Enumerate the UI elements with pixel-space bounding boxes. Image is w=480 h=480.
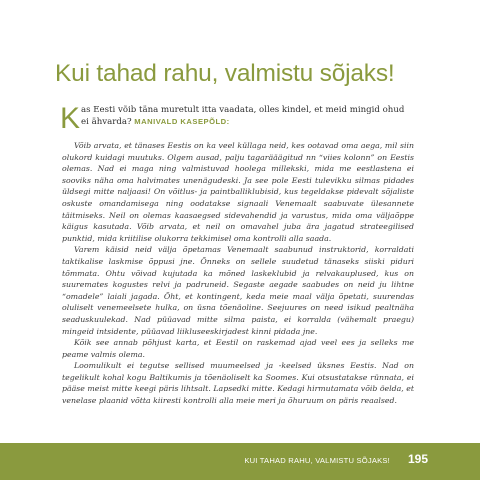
article-body	[62, 140, 414, 407]
lead-paragraph	[60, 102, 414, 135]
body-paragraph: Kõik see annab põhjust karta, et Eestil on raskemad ajad veel ees ja selleks me peame valmis olema.	[62, 338, 414, 359]
body-paragraph: Võib arvata, et tänases Eestis on ka veel küllaga neid, kes ootavad oma aega, mil siin olukord kuidagi muutuks. Olgem ausad, palju tagarääägitud nn “viies kolonn” on Eestis olemas. Nad ei maga ning valmistuvad hoolega millekski, mida me eestlastena ei sooviks näha oma halvimates unenägudeski. Ja see pole Eesti tulevikku silmas pidades üldsegi mitte naljaasi! On võitlus- ja paintballiklubisid, kus tegeldakse pidevalt sõjaliste oskuste omandamisega ning oodatakse signaali Venemaalt saabuvate ülesannete täitmiseks. Neil on olemas kaasaegsed sidevahendid ja varustus, mida oma väljaõppe käigus kasutada. Võib arvata, et neil on omavahel juba ära jagatud strateegilised punktid, mida kriitilise olukorra tekkimisel oma kontrolli alla saada.	[62, 141, 414, 243]
body-paragraph: Loomulikult ei tegutse sellised muumeelsed ja -keelsed üksnes Eestis. Nad on tegelikult kohal kogu Baltikumis ja tõenäoliselt ka Soomes. Kui otsustatakse rünnata, ei pääse meist mitte keegi päris lihtsalt. Lapsedki mitte. Kedagi hirmutamata võib öelda, et venelase plaanid võtta kiiresti kontrolli alla meie meri ja õhuruum on päris reaalsed.	[62, 361, 414, 406]
lead-text: as Eesti võib täna muretult itta vaadata, olles kindel, et meid mingid ohud ei ähvarda?	[81, 105, 405, 128]
page-title: Kui tahad rahu, valmistu sõjaks!	[55, 60, 395, 87]
page-number: 195	[407, 452, 428, 466]
author-name: MANIVALD KASEPÕLD:	[134, 117, 230, 127]
body-paragraph: Varem käisid neid välja õpetamas Venemaalt saabunud instruktorid, korraldati taktikalise laskmise õppusi jne. Õnneks on sellele suudetud tänaseks siiski piduri tõmmata. Ohtu võivad kujutada ka mõned laskeklubid ja relvakauplused, kus on suuremates kogustes relvi ja padruneid. Segaste aegade saabudes on neid ju lihtne “omadele” laiali jagada. Õht, et kontingent, keda meie maal välja õpetati, suurendas oluliselt venemeelsete hulka, on üsna tõenäoline. Seejuures on need isikud pealtnäha seaduskuulekad. Nad püüavad mitte silma paista, ei korralda (vähemalt praegu) mingeid intsidente, püüavad liikluseeskirjadest kinni pidada jne.	[62, 245, 414, 336]
drop-cap: K	[60, 102, 81, 135]
running-head: KUI TAHAD RAHU, VALMISTU SÕJAKS!	[244, 456, 390, 465]
